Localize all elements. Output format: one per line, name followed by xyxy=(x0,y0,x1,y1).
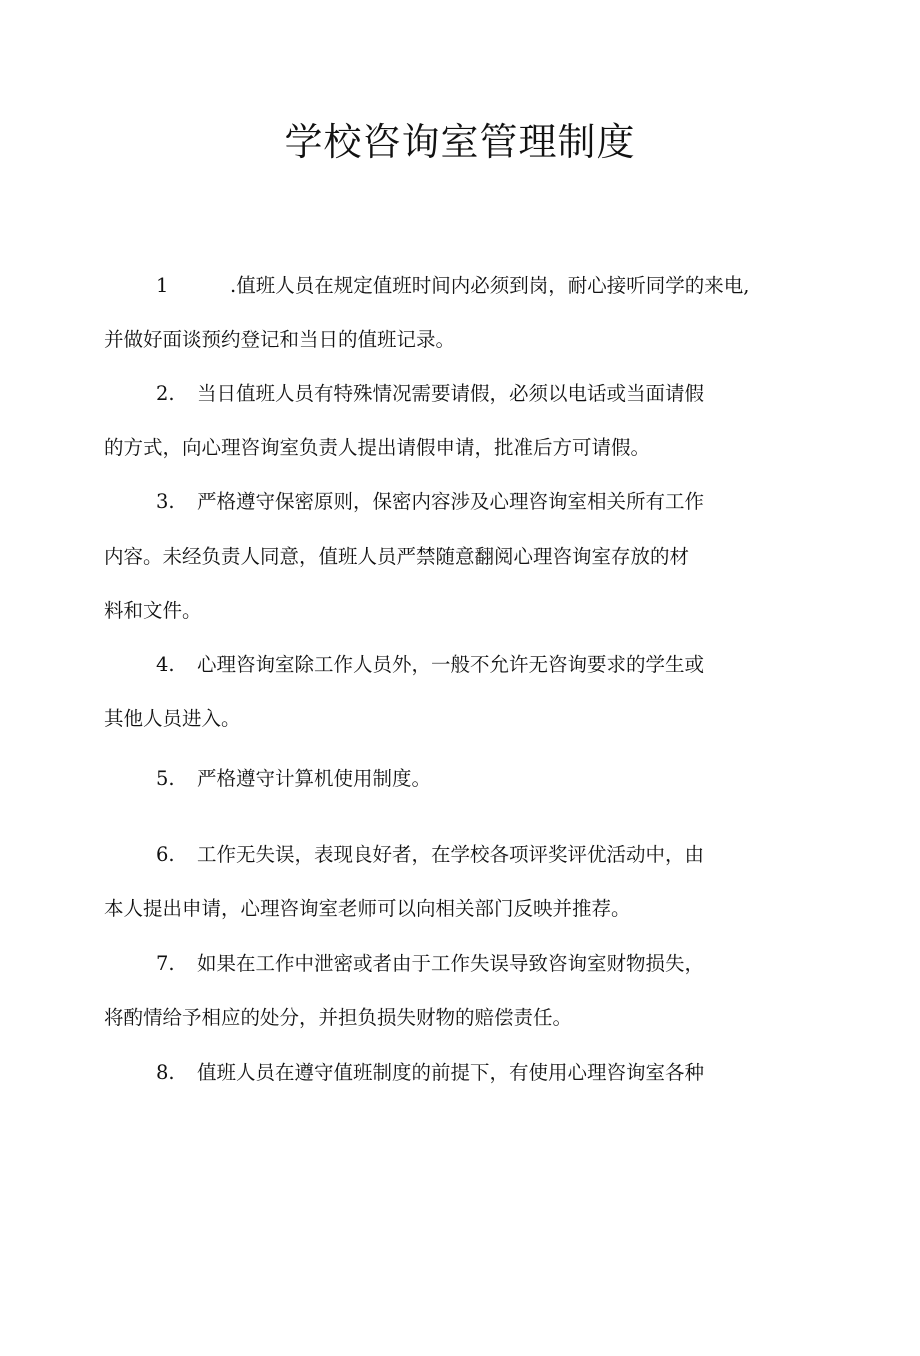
item-4-line-2: 其他人员进入。 xyxy=(104,707,241,730)
item-2-line-1: 当日值班人员有特殊情况需要请假，必须以电话或当面请假 xyxy=(197,382,705,405)
item-4-number: 4. xyxy=(156,653,175,676)
item-2-number: 2. xyxy=(156,382,175,405)
item-5-line-1: 严格遵守计算机使用制度。 xyxy=(197,767,432,790)
item-1-line-1: .值班人员在规定值班时间内必须到岗，耐心接听同学的来电, xyxy=(230,274,750,297)
item-8-number: 8. xyxy=(156,1061,175,1084)
page-title: 学校咨询室管理制度 xyxy=(284,120,636,164)
item-5-number: 5. xyxy=(156,767,175,790)
item-2-line-2: 的方式，向心理咨询室负责人提出请假申请，批准后方可请假。 xyxy=(104,436,651,459)
item-6-number: 6. xyxy=(156,843,175,866)
item-6-line-2: 本人提出申请，心理咨询室老师可以向相关部门反映并推荐。 xyxy=(104,897,631,920)
item-6-line-1: 工作无失误，表现良好者，在学校各项评奖评优活动中，由 xyxy=(197,843,705,866)
item-3-line-3: 料和文件。 xyxy=(104,599,202,622)
item-3-line-1: 严格遵守保密原则，保密内容涉及心理咨询室相关所有工作 xyxy=(197,490,705,513)
item-7-line-1: 如果在工作中泄密或者由于工作失误导致咨询室财物损失， xyxy=(197,952,705,975)
item-3-line-2: 内容。未经负责人同意，值班人员严禁随意翻阅心理咨询室存放的材 xyxy=(104,545,690,568)
item-7-line-2: 将酌情给予相应的处分，并担负损失财物的赔偿责任。 xyxy=(104,1006,573,1029)
item-3-number: 3. xyxy=(156,490,175,513)
item-7-number: 7. xyxy=(156,952,175,975)
item-4-line-1: 心理咨询室除工作人员外，一般不允许无咨询要求的学生或 xyxy=(197,653,705,676)
item-1-number: 1 xyxy=(156,274,169,297)
item-8-line-1: 值班人员在遵守值班制度的前提下，有使用心理咨询室各种 xyxy=(197,1061,705,1084)
item-1-line-2: 并做好面谈预约登记和当日的值班记录。 xyxy=(104,328,456,351)
